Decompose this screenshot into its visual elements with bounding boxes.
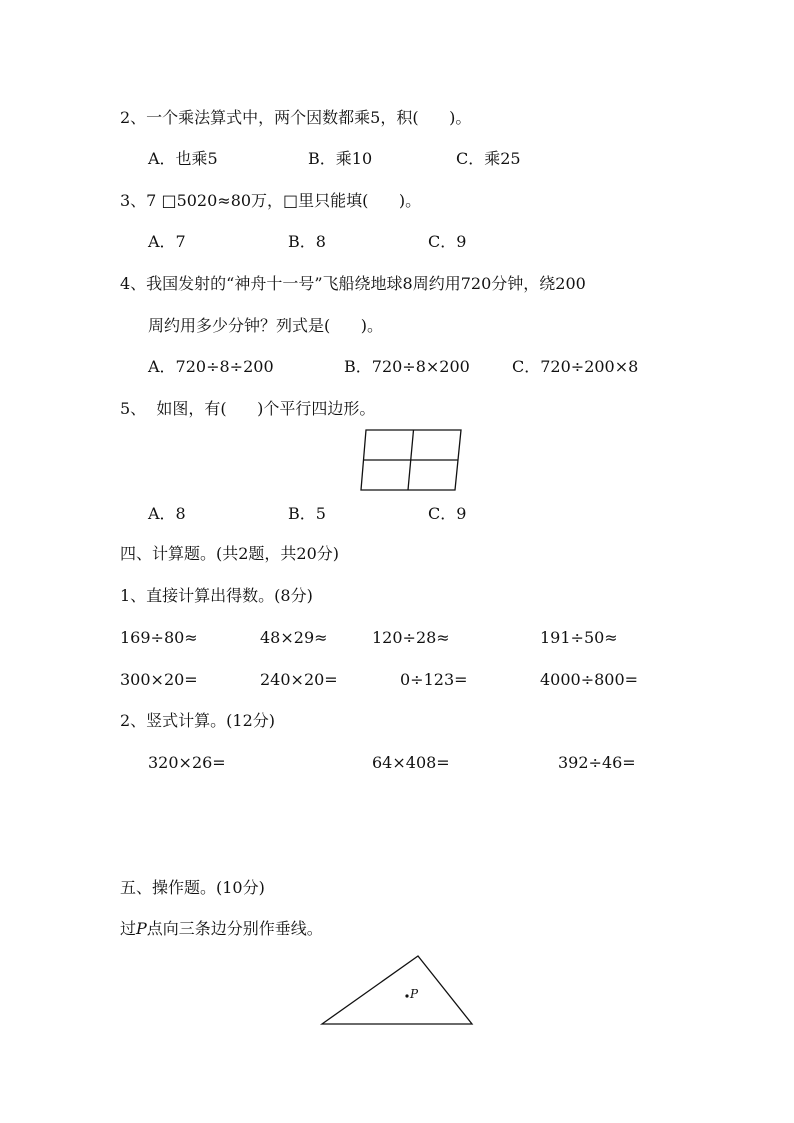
calc-item: 191÷50≈ xyxy=(540,628,618,647)
q3-option-a: A．7 xyxy=(148,232,186,251)
q4-stem-line1: 4、我国发射的“神舟十一号”飞船绕地球8周约用720分钟，绕200 xyxy=(120,274,586,293)
section5-instruction xyxy=(120,919,323,939)
q4-option-b: B．720÷8×200 xyxy=(344,357,470,376)
q3-stem: 3、7 □5020≈80万，□里只能填( )。 xyxy=(120,191,422,210)
calc-item: 48×29≈ xyxy=(260,628,328,647)
vertical-calc-item: 392÷46= xyxy=(558,753,636,772)
section4-sub1-title: 1、直接计算出得数。(8分) xyxy=(120,586,313,605)
instruction-prefix: 过 xyxy=(120,919,137,938)
q2-option-a: A．也乘5 xyxy=(148,149,218,168)
q5-option-a: A．8 xyxy=(148,504,186,523)
q5-option-c: C．9 xyxy=(428,504,467,523)
calc-item: 4000÷800= xyxy=(540,670,639,689)
q3-option-b: B．8 xyxy=(288,232,326,251)
calc-item: 240×20= xyxy=(260,670,338,689)
triangle-figure xyxy=(318,952,478,1030)
section5-title: 五、操作题。(10分) xyxy=(120,878,265,897)
q2-stem: 2、一个乘法算式中，两个因数都乘5，积( )。 xyxy=(120,108,472,127)
section4-title: 四、计算题。(共2题，共20分) xyxy=(120,544,340,563)
q5-option-b: B．5 xyxy=(288,504,326,523)
q5-stem: 5、 如图，有( )个平行四边形。 xyxy=(120,399,376,418)
section4-sub2-title: 2、竖式计算。(12分) xyxy=(120,711,276,730)
instruction-suffix: 点向三条边分别作垂线。 xyxy=(146,919,323,938)
calc-item: 0÷123= xyxy=(400,670,468,689)
vertical-calc-item: 64×408= xyxy=(372,753,450,772)
calc-item: 169÷80≈ xyxy=(120,628,198,647)
vertical-calc-item: 320×26= xyxy=(148,753,226,772)
calc-item: 120÷28≈ xyxy=(372,628,450,647)
triangle-outline xyxy=(322,956,472,1024)
q4-stem-line2: 周约用多少分钟？列式是( )。 xyxy=(148,316,384,335)
instruction-point-label: P xyxy=(136,919,147,938)
q2-option-c: C．乘25 xyxy=(456,149,521,168)
calc-item: 300×20= xyxy=(120,670,198,689)
q4-option-a: A．720÷8÷200 xyxy=(148,357,274,376)
parallelogram-figure xyxy=(355,426,467,494)
point-p-dot xyxy=(405,994,408,997)
q2-option-b: B．乘10 xyxy=(308,149,373,168)
q4-option-c: C．720÷200×8 xyxy=(512,357,639,376)
q3-option-c: C．9 xyxy=(428,232,467,251)
point-p-label: P xyxy=(410,987,419,1001)
